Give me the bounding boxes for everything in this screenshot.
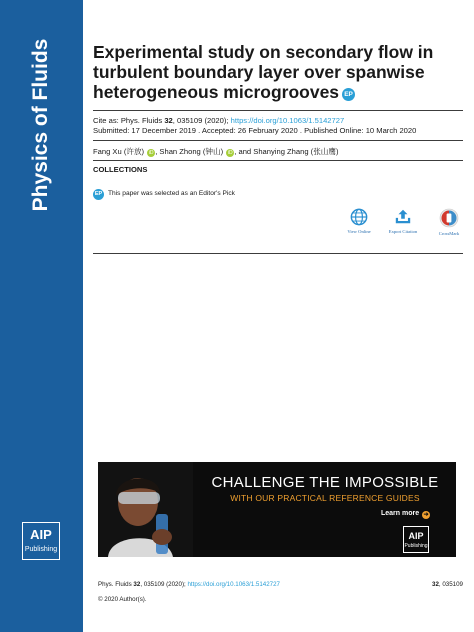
editors-pick-badge[interactable]: EP: [342, 88, 355, 101]
crossmark-label: CrossMark: [438, 231, 460, 236]
banner-aip-logo: [403, 526, 429, 553]
export-icon: [394, 208, 412, 226]
scientist-image: [98, 462, 193, 557]
author-link[interactable]: , Shan Zhong (钟山): [155, 147, 224, 156]
journal-sidebar: [0, 0, 83, 632]
doi-link[interactable]: https://doi.org/10.1063/1.5142727: [230, 116, 345, 125]
journal-name-vertical: [6, 30, 76, 220]
aip-logo-subtext: Publishing: [24, 546, 58, 553]
divider: [93, 140, 463, 141]
footer-page-number: [432, 581, 463, 588]
aip-logo-text: AIP: [30, 527, 52, 542]
citation-rest: , 035109 (2020);: [172, 116, 231, 125]
banner-aip-subtext: Publishing: [404, 543, 428, 549]
advertisement-banner[interactable]: [98, 462, 456, 557]
view-online-button[interactable]: [339, 208, 379, 244]
orcid-icon[interactable]: iD: [227, 150, 233, 156]
export-citation-button[interactable]: [383, 208, 423, 244]
learn-more-link[interactable]: [381, 510, 430, 519]
crossmark-button[interactable]: [429, 208, 469, 244]
page-footer: [98, 581, 463, 588]
globe-icon: [350, 208, 368, 226]
copyright-notice: © 2020 Author(s).: [98, 596, 147, 603]
learn-more-label: Learn more: [381, 510, 420, 517]
footer-doi-link[interactable]: https://doi.org/10.1063/1.5142727: [187, 581, 280, 588]
aip-publishing-logo: [22, 522, 60, 560]
banner-aip-text: AIP: [408, 531, 424, 541]
citation-block: [93, 116, 463, 136]
article-title-block: [93, 42, 463, 102]
citation-prefix: Cite as: Phys. Fluids: [93, 116, 165, 125]
author-list: [93, 147, 463, 157]
crossmark-icon: [439, 208, 459, 228]
view-online-label: View Online: [347, 229, 371, 234]
author-link[interactable]: , and Shanying Zhang (张山鹰): [234, 147, 339, 156]
editors-pick-text: This paper was selected as an Editor's Pick: [108, 190, 235, 197]
author-link[interactable]: Fang Xu (许放): [93, 147, 145, 156]
footer-page-volume: 32: [432, 581, 439, 588]
export-citation-label: Export Citation: [388, 229, 418, 234]
orcid-icon[interactable]: iD: [148, 150, 154, 156]
divider: [93, 110, 463, 111]
arrow-right-icon: ➔: [423, 512, 429, 518]
footer-citation-prefix: Phys. Fluids: [98, 581, 134, 588]
divider: [93, 160, 463, 161]
citation-line: [93, 116, 463, 126]
footer-page-rest: , 035109: [438, 581, 463, 588]
footer-volume: 32: [133, 581, 141, 588]
collections-heading: COLLECTIONS: [93, 165, 148, 174]
banner-headline: CHALLENGE THE IMPOSSIBLE: [211, 474, 439, 491]
journal-name: Physics of Fluids: [29, 38, 52, 212]
submission-dates: Submitted: 17 December 2019 . Accepted: 26 February 2020 . Published Online: 10 March 2020: [93, 126, 417, 135]
banner-subheadline: WITH OUR PRACTICAL REFERENCE GUIDES: [230, 493, 420, 503]
editors-pick-icon: EP: [93, 189, 104, 200]
footer-citation-rest: , 035109 (2020);: [140, 581, 188, 588]
article-title: Experimental study on secondary flow in turbulent boundary layer over spanwise heterogeneous microgrooves: [93, 42, 434, 102]
divider: [93, 253, 463, 254]
editors-pick-note: [93, 188, 235, 200]
citation-volume: 32: [164, 116, 173, 125]
